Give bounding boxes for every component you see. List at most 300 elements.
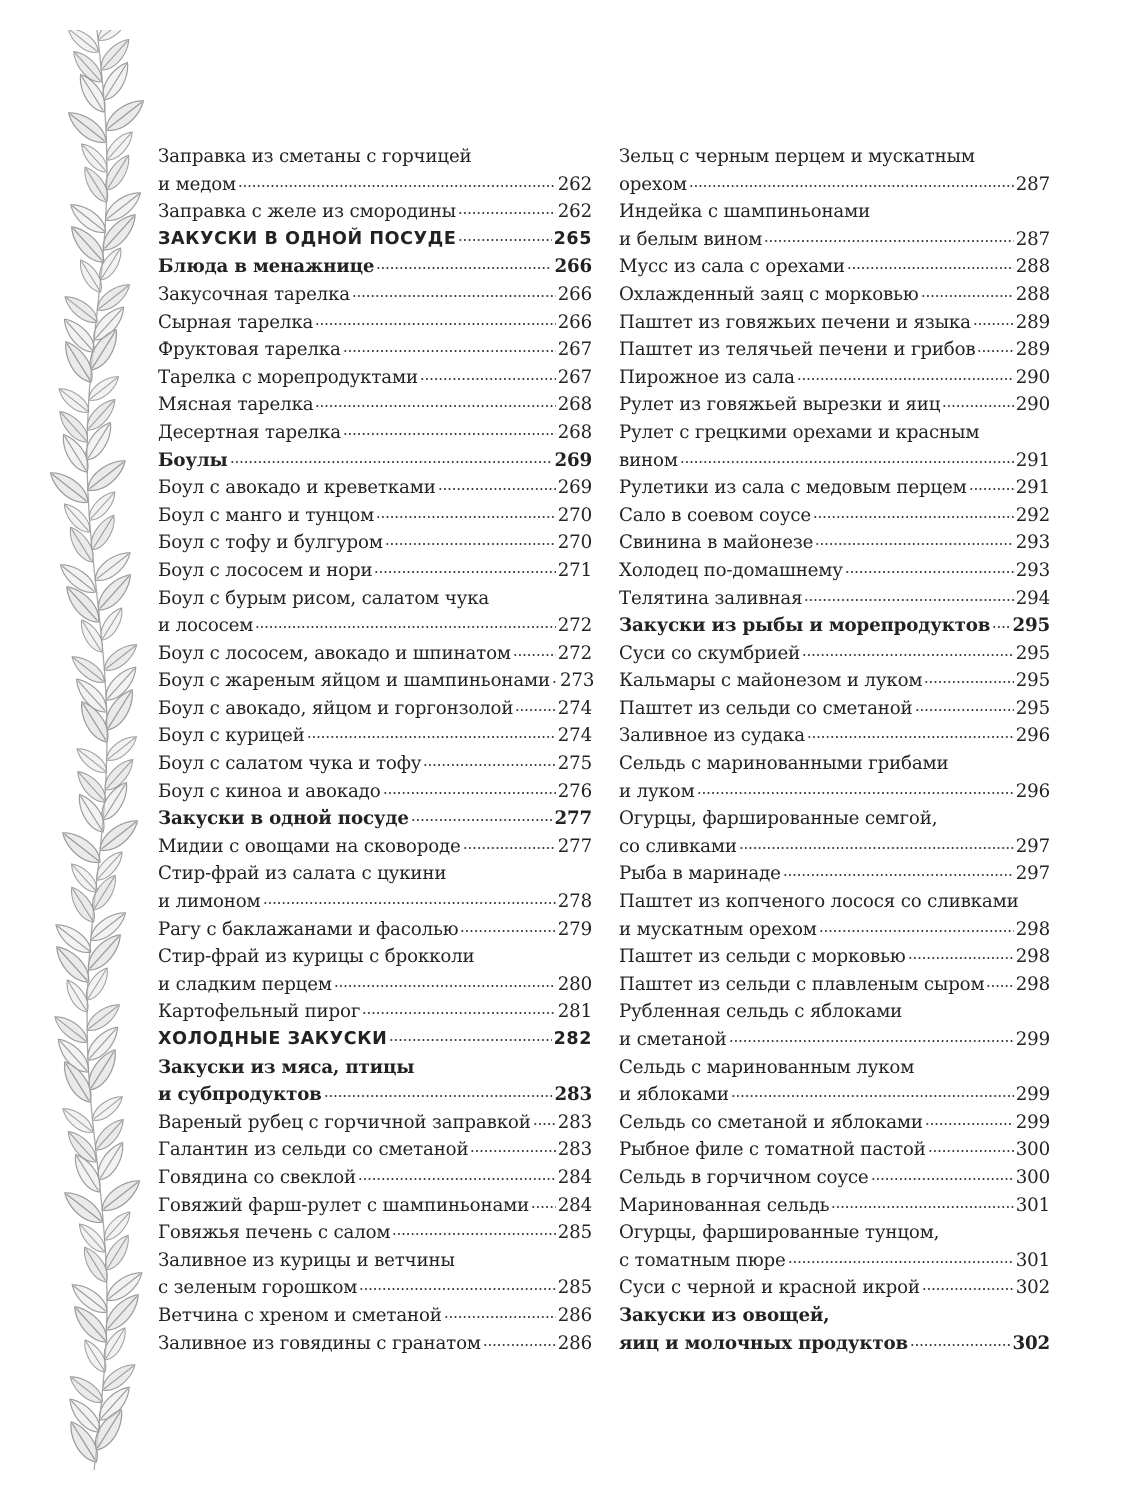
toc-page-number: 301 [1015,1249,1050,1271]
toc-page-number: 291 [1015,477,1050,499]
toc-page-number: 289 [1015,339,1050,361]
dot-leader [802,652,1014,658]
toc-entry [619,1054,1050,1082]
dot-leader [977,348,1013,354]
toc-entry-title: Кальмары с майонезом и луком [619,670,923,692]
toc-entry [158,557,592,585]
toc-entry-title: Боул с киноа и авокадо [158,780,381,802]
toc-page-number: 274 [557,725,592,747]
toc-entry [158,309,592,337]
toc-entry [158,474,592,502]
dot-leader [376,265,552,271]
dot-leader [908,955,1014,961]
toc-entry [158,1136,592,1164]
toc-entry [619,171,1050,199]
toc-entry [158,1302,592,1330]
toc-entry-title: Огурцы, фаршированные семгой, [619,808,938,830]
toc-entry [158,998,592,1026]
dot-leader [680,459,1014,465]
toc-entry-title: Рыбное филе с томатной пастой [619,1139,926,1161]
toc-page-number: 302 [1015,1277,1050,1299]
toc-entry [158,198,592,226]
toc-page-number: 301 [1015,1194,1050,1216]
toc-entry [158,171,592,199]
toc-entry [619,391,1050,419]
toc-entry [619,336,1050,364]
toc-entry-title: Паштет из копченого лосося со сливками [619,891,1019,913]
toc-page-number: 299 [1015,1084,1050,1106]
toc-page-number: 279 [557,918,592,940]
toc-page-number: 292 [1015,504,1050,526]
toc-entry [619,750,1050,778]
dot-leader [352,293,556,299]
toc-entry-title: Мясная тарелка [158,394,314,416]
toc-entry [158,1247,592,1275]
dot-leader [697,790,1014,796]
dot-leader [307,734,556,740]
toc-entry-title: Рагу с баклажанами и фасолью [158,918,459,940]
toc-entry [158,640,592,668]
toc-entry-title: и медом [158,173,237,195]
toc-entry-title: Закуски из овощей, [619,1304,830,1326]
toc-entry-title: ХОЛОДНЫЕ ЗАКУСКИ [158,1029,388,1049]
toc-entry [619,833,1050,861]
toc-entry-title: Суси с черной и красной икрой [619,1277,920,1299]
toc-entry-title: Индейка с шампиньонами [619,201,871,223]
toc-page-number: 291 [1015,449,1050,471]
toc-entry-title: Пирожное из сала [619,366,795,388]
toc-entry-title: Закусочная тарелка [158,283,350,305]
toc-entry [158,336,592,364]
dot-leader [731,1093,1014,1099]
toc-entry-title: Вареный рубец с горчичной заправкой [158,1111,531,1133]
toc-entry-title: Паштет из сельди с плавленым сыром [619,973,985,995]
toc-entry [619,198,1050,226]
toc-entry-title: Картофельный пирог [158,1001,361,1023]
dot-leader [315,403,555,409]
toc-entry-title: Заправка с желе из смородины [158,201,456,223]
toc-entry-title: Паштет из сельди с морковью [619,946,906,968]
dot-leader [910,1342,1011,1348]
toc-entry [619,1109,1050,1137]
toc-entry-title: Десертная тарелка [158,421,341,443]
dot-leader [815,541,1014,547]
toc-entry [158,612,592,640]
toc-page-number: 302 [1012,1332,1050,1354]
toc-page-number: 296 [1015,725,1050,747]
toc-entry [158,143,592,171]
dot-leader [315,321,556,327]
toc-entry-title: Заправка из сметаны с горчицей [158,146,472,167]
toc-entry [158,750,592,778]
dot-leader [973,321,1014,327]
toc-entry-title: вином [619,449,678,471]
toc-page-number: 284 [557,1166,592,1188]
toc-page-number: 272 [557,642,592,664]
toc-page-number: 283 [557,1139,592,1161]
toc-page-number: 298 [1015,973,1050,995]
toc-page-number: 276 [557,780,592,802]
toc-page-number: 300 [1015,1139,1050,1161]
toc-entry [619,1192,1050,1220]
toc-entry [158,860,592,888]
toc-entry-title: Галантин из сельди со сметаной [158,1139,469,1161]
toc-page-number: 295 [1015,697,1050,719]
toc-page-number: 297 [1015,863,1050,885]
toc-page-number: 275 [557,753,592,775]
toc-entry-title: Боул с салатом чука и тофу [158,753,422,775]
toc-entry-title: Боул с лососем, авокадо и шпинатом [158,642,511,664]
toc-entry-title: Сырная тарелка [158,311,314,333]
dot-leader [470,1148,555,1154]
toc-entry [619,1136,1050,1164]
toc-entry [619,640,1050,668]
toc-entry-title: ЗАКУСКИ В ОДНОЙ ПОСУДЕ [158,228,457,249]
dot-leader [515,707,555,713]
dot-leader [411,817,553,823]
toc-entry-title: Заливное из говядины с гранатом [158,1332,481,1354]
dot-leader [444,1314,556,1320]
toc-page-number: 278 [557,891,592,913]
toc-entry [619,281,1050,309]
dot-leader [764,238,1014,244]
toc-entry [619,888,1050,916]
dot-leader [925,1121,1014,1127]
toc-entry [619,943,1050,971]
toc-entry-title: Огурцы, фаршированные тунцом, [619,1222,940,1244]
dot-leader [845,569,1014,575]
toc-entry-title: Холодец по-домашнему [619,559,843,581]
toc-entry [619,226,1050,254]
dot-leader [420,376,556,382]
toc-page-number: 262 [557,173,592,195]
toc-entry [158,916,592,944]
toc-page-number: 269 [554,449,592,471]
toc-entry [619,1081,1050,1109]
toc-entry-title: и субпродуктов [158,1084,322,1106]
dot-leader [992,624,1010,630]
toc-entry-title: и яблоками [619,1084,729,1106]
toc-entry [619,1247,1050,1275]
toc-entry [619,1302,1050,1330]
toc-entry [158,805,592,833]
toc-entry [158,585,592,613]
dot-leader [463,845,556,851]
toc-entry [619,778,1050,806]
toc-entry-title: Боул с бурым рисом, салатом чука [158,587,490,609]
toc-entry [158,1274,592,1302]
toc-entry-title: со сливками [619,835,737,857]
dot-leader [359,1286,555,1292]
toc-entry-title: Зельц с черным перцем и мускатным [619,146,975,167]
toc-page-number: 289 [1015,311,1050,333]
dot-leader [392,1231,555,1237]
toc-entry [619,143,1050,171]
dot-leader [552,679,558,685]
toc-entry-title: с зеленым горошком [158,1277,358,1299]
toc-entry [158,667,595,695]
dot-leader [871,1176,1014,1182]
toc-entry-title: Стир-фрай из салата с цукини [158,863,447,885]
toc-page-number: 267 [557,339,592,361]
toc-page-number: 274 [557,697,592,719]
toc-entry-title: Сельдь в горчичном соусе [619,1166,869,1188]
toc-entry-title: орехом [619,173,687,195]
toc-entry [158,971,592,999]
toc-entry-title: и сладким перцем [158,973,332,995]
toc-entry-title: Сельдь со сметаной и яблоками [619,1111,923,1133]
toc-page-number: 290 [1015,394,1050,416]
toc-entry-title: Мидии с овощами на сковороде [158,835,461,857]
toc-page-number: 285 [557,1222,592,1244]
toc-entry [619,419,1050,447]
toc-entry-title: Говядина со свеклой [158,1166,357,1188]
toc-page-number: 300 [1015,1166,1050,1188]
toc-page-number: 268 [557,421,592,443]
toc-entry-title: Заливное из судака [619,725,805,747]
toc-page-number: 271 [557,559,592,581]
toc-page-number: 295 [1015,670,1050,692]
toc-page-number: 299 [1015,1029,1050,1050]
toc-page-number: 296 [1015,780,1050,802]
dot-leader [531,1204,556,1210]
toc-entry [619,860,1050,888]
toc-entry [158,1081,592,1109]
dot-leader [238,183,556,189]
toc-page-number: 268 [557,394,592,416]
dot-leader [739,845,1014,851]
toc-entry [619,916,1050,944]
dot-leader [922,1286,1014,1292]
toc-entry-title: Боулы [158,449,228,471]
toc-entry [619,695,1050,723]
toc-entry-title: Боул с жареным яйцом и шампиньонами [158,670,550,692]
toc-entry-title: Боул с манго и тунцом [158,504,375,526]
dot-leader [324,1093,553,1099]
toc-entry-title: Суси со скумбрией [619,642,801,664]
toc-page-number: 293 [1015,559,1050,581]
toc-entry-title: и луком [619,780,695,802]
dot-leader [689,183,1014,189]
toc-page-number: 288 [1015,283,1050,305]
toc-page-number: 266 [554,256,592,278]
toc-right-column [619,143,1050,1357]
toc-entry [619,447,1050,475]
toc-entry-title: и лососем [158,615,254,637]
dot-leader [458,210,556,216]
toc-entry [158,722,592,750]
dot-leader [460,928,555,934]
dot-leader [819,928,1014,934]
toc-entry-title: Свинина в майонезе [619,532,814,554]
toc-entry [619,585,1050,613]
toc-section-heading [158,1026,592,1054]
toc-entry [158,943,592,971]
dot-leader [804,597,1013,603]
toc-entry-title: Сельдь с маринованными грибами [619,753,949,775]
toc-page-number: 267 [557,366,592,388]
dot-leader [813,514,1014,520]
toc-page-number: 295 [1015,642,1050,664]
dot-leader [729,1038,1014,1044]
toc-entry-title: Боул с курицей [158,725,305,747]
toc-entry-title: и мускатным орехом [619,918,817,940]
toc-entry-title: и белым вином [619,228,763,250]
toc-entry-title: Закуски из мяса, птицы [158,1056,415,1078]
toc-page-number: 281 [557,1001,592,1023]
dot-leader [376,514,556,520]
toc-entry-title: Заливное из курицы и ветчины [158,1249,455,1271]
dot-leader [807,734,1014,740]
toc-entry [619,722,1050,750]
toc-entry-title: Сало в соевом соусе [619,504,812,526]
toc-entry [619,1164,1050,1192]
dot-leader [255,624,555,630]
dot-leader [788,1259,1014,1265]
toc-page-number: 287 [1015,173,1050,195]
toc-entry-title: Закуски в одной посуде [158,808,409,830]
dot-leader [483,1342,556,1348]
toc-page-number: 270 [557,532,592,554]
dot-leader [383,790,556,796]
toc-entry-title: Закуски из рыбы и морепродуктов [619,615,991,637]
toc-entry [158,447,592,475]
toc-entry [158,391,592,419]
toc-entry-title: Охлажденный заяц с морковью [619,283,919,305]
toc-page-number: 283 [554,1084,592,1106]
dot-leader [513,652,556,658]
toc-page-number: 286 [557,1304,592,1326]
toc-entry [619,309,1050,337]
toc-entry [619,253,1050,281]
dot-leader [533,1121,556,1127]
toc-entry-title: Телятина заливная [619,587,803,609]
toc-entry-title: Сельдь с маринованным луком [619,1056,915,1078]
toc-entry [158,253,592,281]
toc-entry [619,612,1050,640]
toc-entry [158,888,592,916]
toc-entry [619,364,1050,392]
toc-entry-title: Говяжий фарш-рулет с шампиньонами [158,1194,530,1216]
toc-entry [158,1219,592,1247]
dot-leader [921,293,1014,299]
dot-leader [797,376,1014,382]
toc-entry [158,364,592,392]
toc-entry [619,998,1050,1026]
toc-entry [158,281,592,309]
dot-leader [783,872,1014,878]
toc-entry-title: яиц и молочных продуктов [619,1332,908,1354]
toc-entry [619,529,1050,557]
toc-entry-title: Боул с авокадо и креветками [158,477,436,499]
toc-page-number: 293 [1015,532,1050,554]
toc-page-number: 265 [553,228,592,249]
toc-entry [158,833,592,861]
toc-page-number: 294 [1015,587,1050,609]
leaf-ornament-border [38,30,156,1470]
toc-entry [619,805,1050,833]
toc-entry-title: Тарелка с морепродуктами [158,366,418,388]
toc-entry-title: Рулет из говяжьей вырезки и яиц [619,394,941,416]
dot-leader [942,403,1013,409]
toc-entry-title: Фруктовая тарелка [158,339,341,361]
toc-page-number: 282 [553,1029,592,1049]
toc-entry-title: Мусс из сала с орехами [619,256,845,278]
toc-entry [158,419,592,447]
dot-leader [924,679,1013,685]
toc-entry-title: Паштет из телячьей печени и грибов [619,339,976,361]
toc-entry-title: Рубленная сельдь с яблоками [619,1001,903,1023]
toc-entry [619,1330,1050,1358]
toc-entry [158,1192,592,1220]
toc-entry-title: Говяжья печень с салом [158,1222,391,1244]
toc-page-number: 262 [557,201,592,223]
toc-page-number: 266 [557,283,592,305]
toc-entry-title: Рыба в маринаде [619,863,781,885]
toc-entry-title: Стир-фрай из курицы с брокколи [158,946,475,968]
toc-entry-title: Паштет из говяжьих печени и языка [619,311,971,333]
dot-leader [230,459,553,465]
toc-page-number: 273 [560,670,595,692]
toc-page-number: 269 [557,477,592,499]
dot-leader [389,1037,551,1043]
toc-entry [619,971,1050,999]
toc-page-number: 284 [557,1194,592,1216]
dot-leader [915,707,1014,713]
toc-entry [158,502,592,530]
toc-page-number: 288 [1015,256,1050,278]
toc-page-number: 290 [1015,366,1050,388]
toc-entry-title: и лимоном [158,891,261,913]
toc-entry [158,695,592,723]
toc-entry [619,502,1050,530]
toc-left-column [158,143,595,1357]
toc-entry [158,1109,592,1137]
toc-entry [619,557,1050,585]
toc-page-number: 298 [1015,946,1050,968]
dot-leader [423,762,555,768]
toc-entry [619,1026,1050,1054]
toc-entry [619,1274,1050,1302]
toc-entry-title: Боул с лососем и нори [158,559,373,581]
toc-page-number: 280 [557,973,592,995]
dot-leader [374,569,555,575]
toc-page-number: 286 [557,1332,592,1354]
toc-page-number: 299 [1015,1111,1050,1133]
toc-entry [158,778,592,806]
toc-page-number: 297 [1015,835,1050,857]
toc-entry-title: Боул с тофу и булгуром [158,532,383,554]
toc-page-number: 298 [1015,918,1050,940]
dot-leader [358,1176,556,1182]
toc-entry-title: Блюда в менажнице [158,256,375,278]
dot-leader [343,431,556,437]
dot-leader [458,237,551,243]
toc-entry-title: Маринованная сельдь [619,1194,830,1216]
toc-page-number: 295 [1012,615,1050,637]
toc-entry [619,474,1050,502]
toc-page-number: 266 [557,311,592,333]
dot-leader [969,486,1014,492]
toc-page-number: 283 [557,1111,592,1133]
toc-entry [619,667,1050,695]
dot-leader [831,1204,1013,1210]
dot-leader [385,541,556,547]
dot-leader [438,486,556,492]
toc-page-number: 287 [1015,228,1050,250]
toc-entry [158,1330,592,1358]
dot-leader [362,1010,556,1016]
